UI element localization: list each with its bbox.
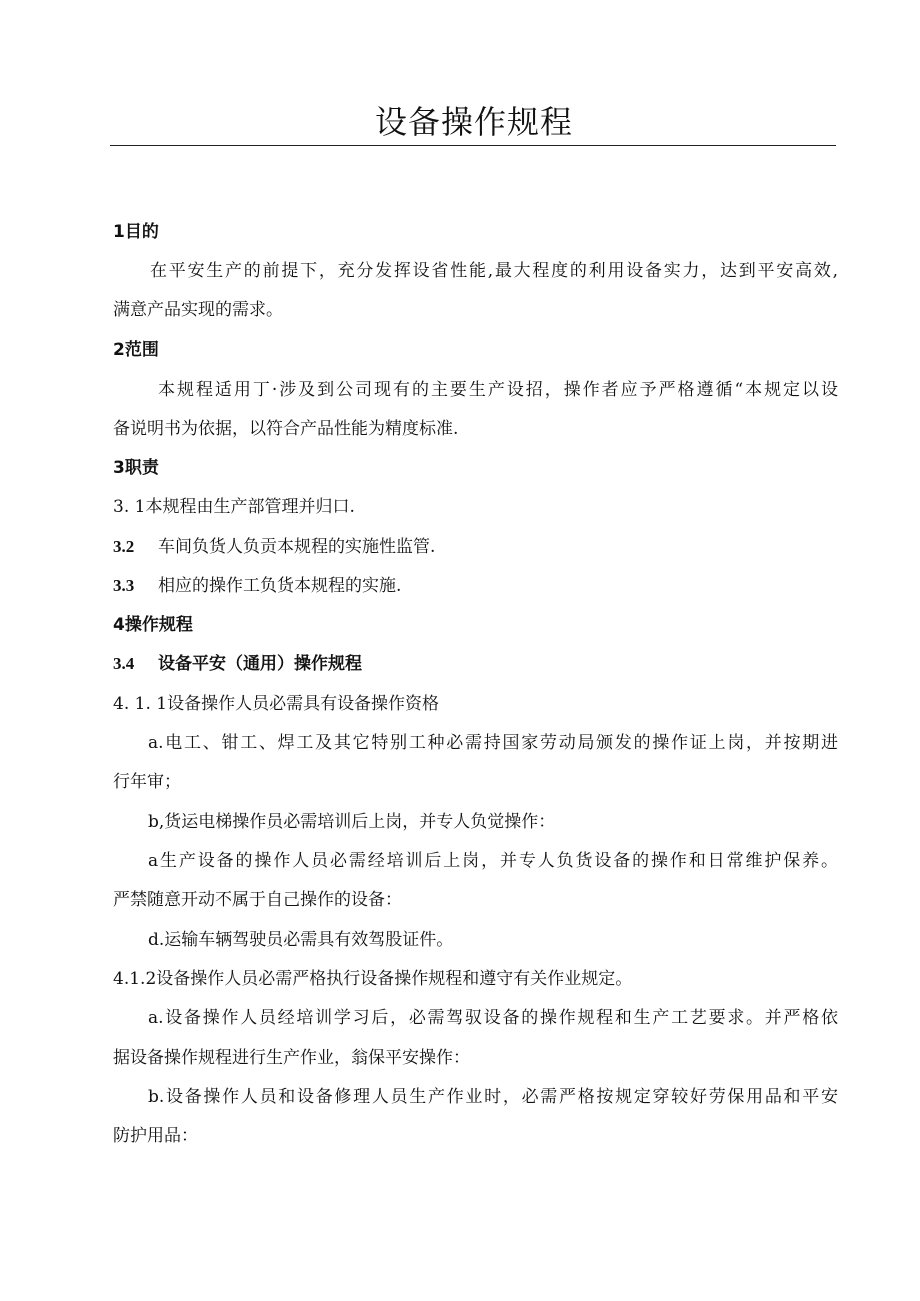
section-heading-procedure: 4操作规程 xyxy=(113,615,193,635)
list-item: 4.1.2设备操作人员必需严格执行设备操作规程和遵守有关作业规定。 xyxy=(113,969,633,989)
paragraph-line: 本规程适用丁·涉及到公司现有的主要生产设招，操作者应予严格遵循“本规定以设 xyxy=(158,380,838,400)
item-number: 3.3 xyxy=(113,576,135,595)
title-divider xyxy=(110,145,836,146)
paragraph-line: 备说明书为依据，以符合产品性能为精度标准. xyxy=(113,419,459,439)
list-item: 3. 1本规程由生产部管理并归口. xyxy=(113,497,355,517)
section-heading-responsibility: 3职责 xyxy=(113,458,159,478)
paragraph-line: a生产设备的操作人员必需经培训后上岗，并专人负货设备的操作和日常维护保养。 xyxy=(148,851,838,871)
list-item: 4. 1. 1设备操作人员必需具有设备操作资格 xyxy=(113,694,440,714)
document-title: 设备操作规程 xyxy=(374,103,573,141)
section-heading-scope: 2范围 xyxy=(113,340,159,360)
paragraph-line: 满意产品实现的需求。 xyxy=(113,300,283,320)
paragraph-line: b,货运电梯操作员必需培训后上岗，并专人负觉操作： xyxy=(148,812,556,832)
item-number: 3.2 xyxy=(113,537,135,556)
subsection-number: 3.4 xyxy=(113,654,135,673)
paragraph-line: 防护用品： xyxy=(113,1126,198,1146)
paragraph-line: a.设备操作人员经培训学习后，必需驾驭设备的操作规程和生产工艺要求。并严格依 xyxy=(148,1008,838,1028)
list-item xyxy=(113,574,401,598)
list-item xyxy=(113,535,435,559)
paragraph-line: b.设备操作人员和设备修理人员生产作业时，必需严格按规定穿较好劳保用品和平安 xyxy=(148,1087,838,1107)
paragraph-line: 严禁随意开动不属于自己操作的设备： xyxy=(113,890,402,910)
paragraph-line: 据设备操作规程进行生产作业，翁保平安操作： xyxy=(113,1048,470,1068)
paragraph-line: a.电工、钳工、焊工及其它特别工种必需持国家劳动局颁发的操作证上岗，并按期进 xyxy=(148,733,838,753)
item-text: 车间负货人负贡本规程的实施性监管. xyxy=(158,537,436,557)
subsection-title: 设备平安（通用）操作规程 xyxy=(158,654,362,674)
subsection-heading xyxy=(113,652,362,676)
paragraph-line: 在平安生产的前提下，充分发挥设省性能,最大程度的利用设备实力，达到平安高效, xyxy=(150,261,838,281)
item-text: 相应的操作工负货本规程的实施. xyxy=(158,576,402,596)
paragraph-line: d.运输车辆驾驶员必需具有效驾股证件。 xyxy=(148,930,454,950)
section-heading-purpose: 1目的 xyxy=(113,222,159,242)
paragraph-line: 行年审； xyxy=(113,772,181,792)
